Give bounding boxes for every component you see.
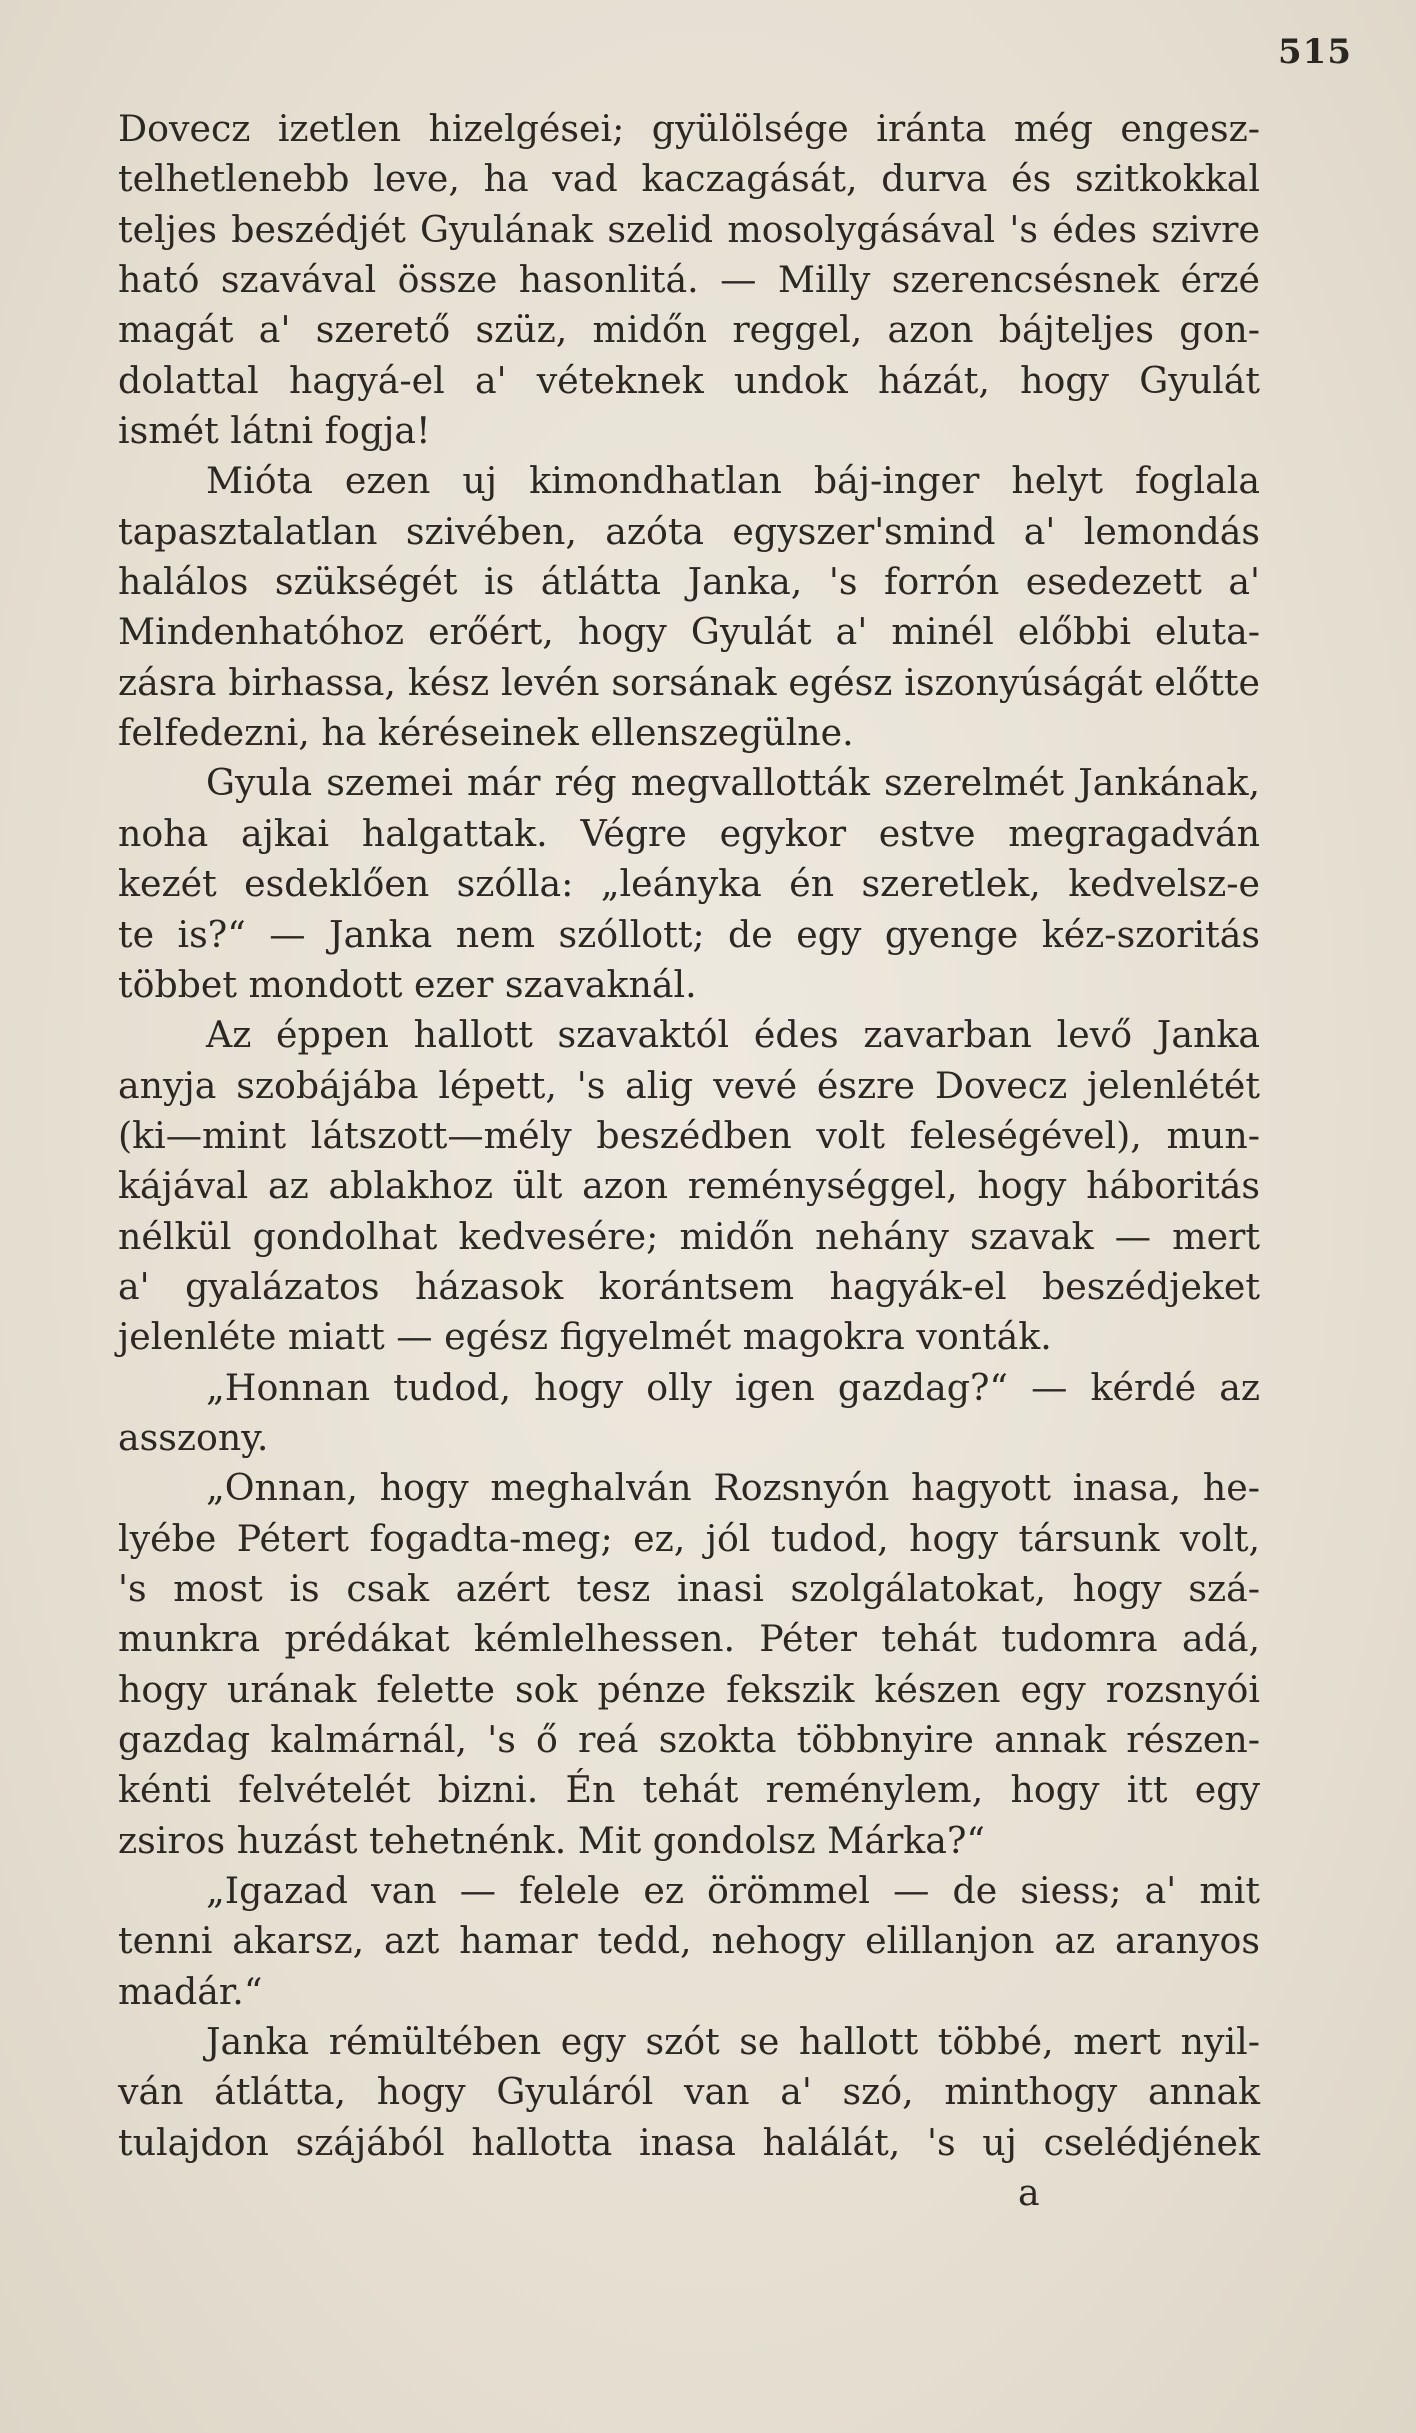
text-line: tulajdon szájából hallotta inasa halálát, 's uj cselédjének: [118, 2120, 1260, 2164]
text-line: dolattal hagyá-el a' véteknek undok házát, hogy Gyulát: [118, 358, 1260, 402]
text-line: teljes beszédjét Gyulának szelid mosolygásával 's édes szivre: [118, 207, 1260, 251]
text-line: hogy urának felette sok pénze fekszik készen egy rozsnyói: [118, 1667, 1260, 1711]
text-line: asszony.: [118, 1415, 269, 1459]
text-line: noha ajkai halgattak. Végre egykor estve megragadván: [118, 811, 1260, 855]
text-line: Dovecz izetlen hizelgései; gyülölsége iránta még engesz-: [118, 107, 1260, 150]
text-line: tenni akarsz, azt hamar tedd, nehogy elillanjon az aranyos: [118, 1919, 1260, 1963]
text-line: Mindenhatóhoz erőért, hogy Gyulát a' minél előbbi eluta-: [118, 610, 1260, 654]
catchword: a: [1018, 2171, 1040, 2215]
text-line: zsiros huzást tehetnénk. Mit gondolsz Márka?“: [118, 1818, 985, 1862]
text-line: munkra prédákat kémlelhessen. Péter tehát tudomra adá,: [118, 1617, 1260, 1661]
text-line: kájával az ablakhoz ült azon reménységgel, hogy háboritás: [118, 1164, 1260, 1208]
text-line: anyja szobájába lépett, 's alig vevé észre Dovecz jelenlétét: [118, 1063, 1260, 1107]
text-line: többet mondott ezer szavaknál.: [118, 962, 697, 1006]
text-line: te is?“ — Janka nem szóllott; de egy gyenge kéz-szoritás: [118, 912, 1260, 956]
page-number: 515: [1278, 32, 1352, 72]
text-line: felfedezni, ha kéréseinek ellenszegülne.: [118, 711, 854, 755]
text-line: nélkül gondolhat kedvesére; midőn nehány szavak — mert: [118, 1214, 1260, 1258]
text-line: zásra birhassa, kész levén sorsának egész iszonyúságát előtte: [118, 660, 1260, 704]
text-line: kénti felvételét bizni. Én tehát reménylem, hogy itt egy: [118, 1768, 1260, 1812]
text-line: ható szavával össze hasonlitá. — Milly szerencsésnek érzé: [118, 258, 1260, 302]
text-line: „Onnan, hogy meghalván Rozsnyón hagyott inasa, he-: [206, 1466, 1260, 1510]
text-line: „Igazad van — felele ez örömmel — de siess; a' mit: [206, 1869, 1260, 1913]
text-line: ismét látni fogja!: [118, 409, 431, 453]
text-line: Gyula szemei már rég megvallották szerelmét Jankának,: [206, 761, 1260, 805]
text-line: tapasztalatlan szivében, azóta egyszer'smind a' lemondás: [118, 509, 1260, 553]
text-line: madár.“: [118, 1969, 263, 2013]
text-line: (ki—mint látszott—mély beszédben volt feleségével), mun-: [118, 1113, 1260, 1157]
text-line: magát a' szerető szüz, midőn reggel, azon bájteljes gon-: [118, 308, 1260, 352]
text-line: gazdag kalmárnál, 's ő reá szokta többnyire annak részen-: [118, 1718, 1260, 1761]
text-line: ván átlátta, hogy Gyuláról van a' szó, minthogy annak: [118, 2070, 1260, 2114]
text-line: „Honnan tudod, hogy olly igen gazdag?“ — kérdé az: [206, 1365, 1260, 1409]
text-line: telhetlenebb leve, ha vad kaczagását, durva és szitkokkal: [118, 157, 1260, 201]
text-line: lyébe Pétert fogadta-meg; ez, jól tudod, hogy társunk volt,: [118, 1516, 1260, 1560]
text-line: a' gyalázatos házasok korántsem hagyák-el beszédjeket: [118, 1264, 1260, 1308]
text-line: 's most is csak azért tesz inasi szolgálatokat, hogy szá-: [118, 1566, 1260, 1610]
text-line: kezét esdeklően szólla: „leányka én szeretlek, kedvelsz-e: [118, 862, 1260, 906]
text-line: jelenléte miatt — egész figyelmét magokra vonták.: [118, 1315, 1052, 1359]
text-line: halálos szükségét is átlátta Janka, 's forrón esedezett a': [118, 560, 1260, 604]
text-line: Janka rémültében egy szót se hallott többé, mert nyil-: [206, 2020, 1260, 2064]
body-text: [118, 104, 1260, 2218]
text-line: Az éppen hallott szavaktól édes zavarban levő Janka: [206, 1013, 1260, 1057]
text-line: Mióta ezen uj kimondhatlan báj-inger helyt foglala: [206, 459, 1260, 503]
